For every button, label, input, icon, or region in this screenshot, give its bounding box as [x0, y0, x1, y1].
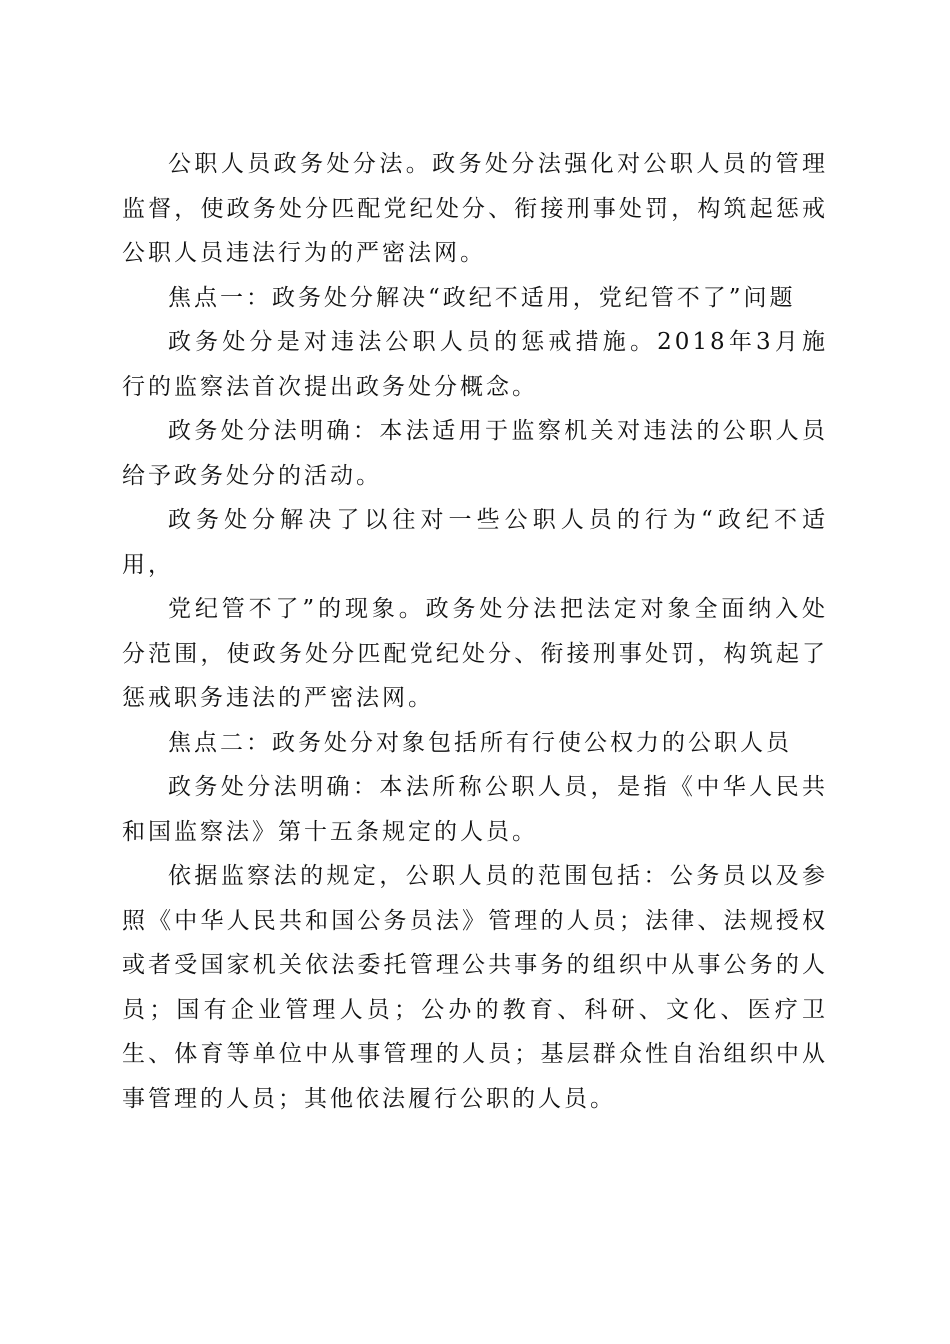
paragraph-solves-continued: 党纪管不了”的现象。政务处分法把法定对象全面纳入处分范围，使政务处分匹配党纪处分、衔接刑事处罚，构筑起了惩戒职务违法的严密法网。 — [122, 596, 828, 711]
paragraph-intro: 公职人员政务处分法。政务处分法强化对公职人员的管理监督，使政务处分匹配党纪处分、衔接刑事处罚，构筑起惩戒公职人员违法行为的严密法网。 — [122, 151, 828, 266]
document-body — [122, 142, 828, 1121]
heading-focus-two: 焦点二：政务处分对象包括所有行使公权力的公职人员 — [168, 729, 792, 756]
paragraph-scope: 政务处分法明确：本法适用于监察机关对违法的公职人员给予政务处分的活动。 — [122, 418, 828, 489]
paragraph-solves: 政务处分解决了以往对一些公职人员的行为“政纪不适用， — [122, 507, 828, 578]
heading-focus-one: 焦点一：政务处分解决“政纪不适用，党纪管不了”问题 — [168, 284, 796, 311]
paragraph-definition: 政务处分是对违法公职人员的惩戒措施。2018年3月施行的监察法首次提出政务处分概念。 — [122, 329, 828, 400]
paragraph-scope-list: 依据监察法的规定，公职人员的范围包括：公务员以及参照《中华人民共和国公务员法》管理的人员；法律、法规授权或者受国家机关依法委托管理公共事务的组织中从事公务的人员；国有企业管理人员；公办的教育、科研、文化、医疗卫生、体育等单位中从事管理的人员；基层群众性自治组织中从事管理的人员；其他依法履行公职的人员。 — [122, 863, 828, 1112]
paragraph-public-officials: 政务处分法明确：本法所称公职人员，是指《中华人民共和国监察法》第十五条规定的人员。 — [122, 774, 828, 845]
